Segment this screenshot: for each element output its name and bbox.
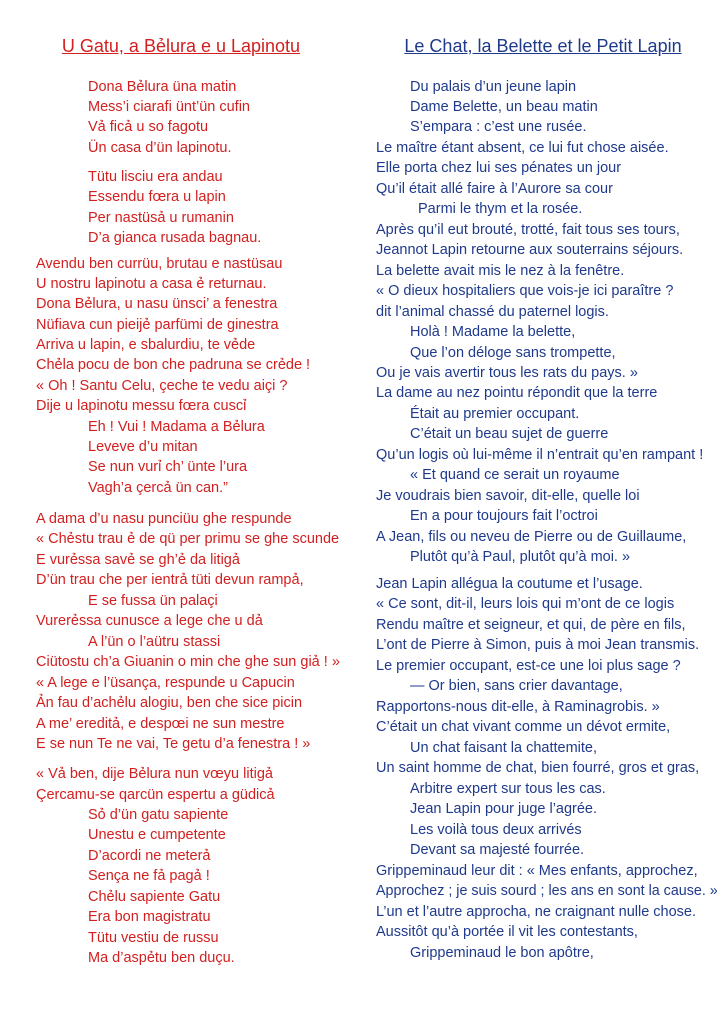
right-verse-line: Elle porta chez lui ses pénates un jour — [376, 160, 622, 176]
left-verse-line: Sença ne fả pagả ! — [88, 868, 210, 884]
right-verse-line: En a pour toujours fait l’octroi — [410, 508, 598, 524]
left-verse-line: U nostru lapinotu a casa ẻ returnau. — [36, 276, 267, 292]
right-verse-line: Un saint homme de chat, bien fourré, gros et gras, — [376, 760, 700, 776]
left-verse-line: D’ün trau che per ientrả tüti devun rampả, — [36, 572, 304, 588]
right-verse-line: Un chat faisant la chattemite, — [410, 740, 597, 756]
right-verse-line: Le maître étant absent, ce lui fut chose aisée. — [376, 140, 669, 156]
right-verse-line: Grippeminaud le bon apôtre, — [410, 945, 594, 961]
right-verse-line: Je voudrais bien savoir, dit-elle, quelle loi — [376, 488, 640, 504]
left-verse-line: Ün casa d’ün lapinotu. — [88, 140, 232, 156]
left-verse-line: Çercamu-se qarcün espertu a güdicả — [36, 787, 275, 803]
left-verse-line: Tütu lisciu era andau — [88, 169, 223, 185]
left-verse-line: Dije u lapinotu messu fœra cuscỉ — [36, 398, 247, 414]
right-verse-line: Rendu maître et seigneur, et qui, de père en fils, — [376, 617, 686, 633]
right-verse-line: Que l’on déloge sans trompette, — [410, 345, 616, 361]
right-verse-line: Holà ! Madame la belette, — [410, 324, 576, 340]
left-verse-line: E vurẻssa savẻ se gh’ẻ da litigả — [36, 552, 240, 568]
right-verse-line: Était au premier occupant. — [410, 406, 580, 422]
right-verse-line: Les voilà tous deux arrivés — [410, 822, 582, 838]
left-verse-line: « Chẻstu trau ẻ de qü per primu se ghe scunde — [36, 531, 340, 547]
right-title: Le Chat, la Belette et le Petit Lapin — [404, 36, 682, 56]
left-verse-line: Mess’i ciarafi ünt’ün cufin — [88, 99, 250, 115]
right-verse-line: Grippeminaud leur dit : « Mes enfants, approchez, — [376, 863, 698, 879]
left-verse-line: « A lege e l’üsança, respunde u Capucin — [36, 675, 295, 691]
right-verse-line: — Or bien, sans crier davantage, — [410, 678, 623, 694]
left-verse-line: Vả ficả u so fagotu — [88, 119, 209, 135]
left-verse-line: D’acordi ne meterả — [88, 848, 211, 864]
right-verse-line: C’était un beau sujet de guerre — [410, 426, 609, 442]
left-verse-line: Vagh’a çercả ün can.” — [88, 480, 228, 496]
left-verse-line: Era bon magistratu — [88, 909, 211, 925]
left-verse-line: D’a gianca rusada bagnau. — [88, 230, 262, 246]
right-verse-line: Approchez ; je suis sourd ; les ans en sont la cause. » — [376, 883, 718, 899]
left-verse-line: Essendu fœra u lapin — [88, 189, 226, 205]
left-verse-line: Dona Bẻlura üna matin — [88, 79, 237, 95]
left-verse-line: « Vả ben, dije Bẻlura nun vœyu litigả — [36, 766, 273, 782]
right-verse-line: L’ont de Pierre à Simon, puis à moi Jean transmis. — [376, 637, 700, 653]
right-verse-line: Du palais d’un jeune lapin — [410, 79, 577, 95]
right-verse-line: « Et quand ce serait un royaume — [410, 467, 620, 483]
right-verse-line: La dame au nez pointu répondit que la terre — [376, 385, 658, 401]
right-verse-line: Jean Lapin allégua la coutume et l’usage. — [376, 576, 643, 592]
right-verse-line: Après qu’il eut brouté, trotté, fait tous ses tours, — [376, 222, 680, 238]
left-verse-line: Nüfiava cun pieijẻ parfümi de ginestra — [36, 317, 279, 333]
left-verse-line: Sỏ d’ün gatu sapiente — [88, 807, 229, 823]
right-verse-line: La belette avait mis le nez à la fenêtre. — [376, 263, 625, 279]
left-verse-line: Chẻla pocu de bon che padruna se crẻde ! — [36, 357, 311, 373]
left-verse-line: Eh ! Vui ! Madama a Bẻlura — [88, 419, 265, 435]
left-verse-line: Tütu vestiu de russu — [88, 930, 219, 946]
right-verse-line: dit l’animal chassé du paternel logis. — [376, 304, 609, 320]
left-verse-line: Unestu e cumpetente — [88, 827, 226, 843]
right-verse-line: Jean Lapin pour juge l’agrée. — [410, 801, 598, 817]
left-verse-line: E se fussa ün palaçi — [88, 593, 218, 609]
right-verse-line: Rapportons-nous dit-elle, à Raminagrobis. » — [376, 699, 660, 715]
right-verse-line: Aussitôt qu’à portée il vit les contestants, — [376, 924, 638, 940]
left-title: U Gatu, a Bẻlura e u Lapinotu — [61, 36, 301, 56]
right-verse-line: « O dieux hospitaliers que vois-je ici paraître ? — [376, 283, 674, 299]
left-verse-line: Ma d’aspẻtu ben duçu. — [88, 950, 235, 966]
right-verse-line: Plutôt qu’à Paul, plutôt qu’à moi. » — [410, 549, 631, 565]
right-verse-line: Devant sa majesté fourrée. — [410, 842, 585, 858]
left-verse-line: Se nun vurỉ ch’ ünte l’ura — [88, 459, 248, 475]
left-verse-line: Ciütostu ch’a Giuanin o min che ghe sun giả ! » — [36, 654, 340, 670]
left-verse-line: Vurerẻssa cunusce a lege che u dả — [36, 613, 263, 629]
left-verse-line: A dama d’u nasu punciüu ghe respunde — [36, 511, 292, 527]
left-verse-line: Avendu ben currüu, brutau e nastüsau — [36, 256, 283, 272]
right-verse-line: Le premier occupant, est-ce une loi plus sage ? — [376, 658, 681, 674]
right-verse-line: Ou je vais avertir tous les rats du pays. » — [376, 365, 638, 381]
left-verse-line: Arriva u lapin, e sbalurdiu, te vẻde — [36, 337, 256, 353]
left-verse-line: Dona Bẻlura, u nasu ünsci’ a fenestra — [36, 296, 278, 312]
left-verse-line: Per nastüsả u rumanin — [88, 210, 234, 226]
left-verse-line: E se nun Te ne vai, Te getu d’a fenestra ! » — [36, 736, 311, 752]
left-verse-line: Ản fau d’achẻlu alogiu, ben che sice picin — [36, 695, 303, 711]
left-verse-line: A l’ün o l’aütru stassi — [88, 634, 221, 650]
right-verse-line: Dame Belette, un beau matin — [410, 99, 598, 115]
right-verse-line: L’un et l’autre approcha, ne craignant nulle chose. — [376, 904, 697, 920]
right-verse-line: Arbitre expert sur tous les cas. — [410, 781, 606, 797]
right-verse-line: S’empara : c’est une rusée. — [410, 119, 587, 135]
left-verse-line: « Oh ! Santu Celu, çeche te vedu aiçi ? — [36, 378, 288, 394]
right-verse-line: Qu’il était allé faire à l’Aurore sa cour — [376, 181, 613, 197]
right-verse-line: Parmi le thym et la rosée. — [418, 201, 583, 217]
right-verse-line: A Jean, fils ou neveu de Pierre ou de Guillaume, — [376, 529, 687, 545]
right-verse-line: « Ce sont, dit-il, leurs lois qui m’ont de ce logis — [376, 596, 675, 612]
right-verse-line: Qu’un logis où lui-même il n’entrait qu’en rampant ! — [376, 447, 704, 463]
right-verse-line: Jeannot Lapin retourne aux souterrains séjours. — [376, 242, 684, 258]
left-verse-line: Leveve d’u mitan — [88, 439, 198, 455]
left-verse-line: A me’ ereditả, e despœi ne sun mestre — [36, 716, 285, 732]
right-verse-line: C’était un chat vivant comme un dévot ermite, — [376, 719, 671, 735]
left-verse-line: Chẻlu sapiente Gatu — [88, 889, 221, 905]
